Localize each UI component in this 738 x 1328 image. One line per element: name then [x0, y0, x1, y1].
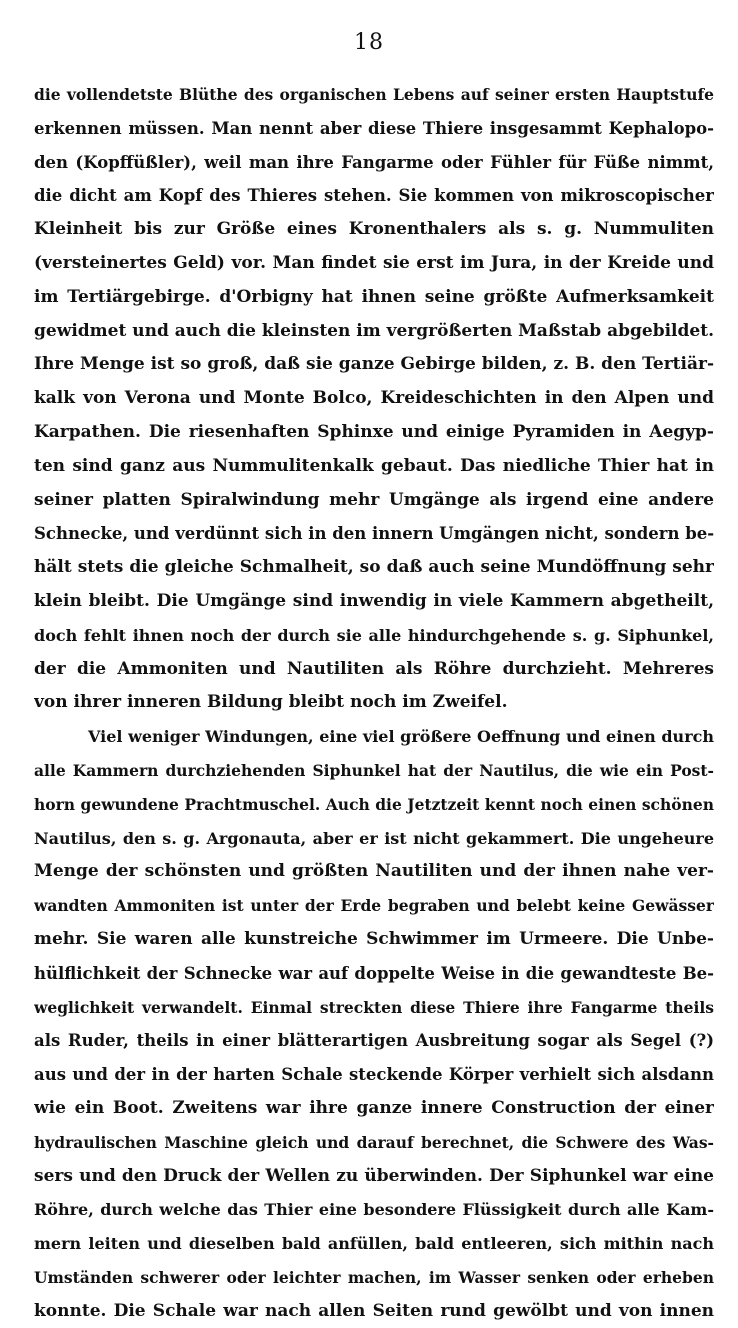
text-line: im Tertiärgebirge. d'Orbigny hat ihnen seine größte Aufmerksamkeit — [34, 286, 714, 307]
text-line: Menge der schönsten und größten Nautiliten und der ihnen nahe ver- — [34, 861, 714, 882]
text-line: klein bleibt. Die Umgänge sind inwendig in viele Kammern abgetheilt, — [34, 590, 714, 611]
text-line: hülflichkeit der Schnecke war auf doppelte Weise in die gewandteste Be- — [34, 963, 714, 983]
text-line: der die Ammoniten und Nautiliten als Röhre durchzieht. Mehreres — [34, 658, 714, 679]
text-line: Umständen schwerer oder leichter machen, im Wasser senken oder erheben — [34, 1267, 714, 1287]
text-line: Ihre Menge ist so groß, daß sie ganze Gebirge bilden, z. B. den Tertiär- — [34, 354, 714, 375]
text-line: konnte. Die Schale war nach allen Seiten rund gewölbt und von innen — [34, 1300, 714, 1321]
text-line: alle Kammern durchziehenden Siphunkel hat der Nautilus, die wie ein Post- — [34, 760, 714, 780]
text-line: die dicht am Kopf des Thieres stehen. Sie kommen von mikroscopischer — [34, 186, 714, 206]
text-line: doch fehlt ihnen noch der durch sie alle hindurchgehende s. g. Siphunkel, — [34, 625, 714, 645]
text-line: erkennen müssen. Man nennt aber diese Thiere insgesammt Kephalopo- — [34, 118, 714, 138]
text-line: weglichkeit verwandelt. Einmal streckten diese Thiere ihre Fangarme theils — [34, 997, 714, 1017]
body-text — [34, 78, 714, 1328]
text-line: Kleinheit bis zur Größe eines Kronenthalers als s. g. Nummuliten — [34, 219, 714, 240]
text-line: aus und der in der harten Schale steckende Körper verhielt sich alsdann — [34, 1065, 714, 1085]
text-line: wandten Ammoniten ist unter der Erde begraben und belebt keine Gewässer — [34, 896, 714, 916]
text-line: horn gewundene Prachtmuschel. Auch die Jetztzeit kennt noch einen schönen — [34, 794, 714, 814]
text-line: gewidmet und auch die kleinsten im vergrößerten Maßstab abgebildet. — [34, 320, 714, 341]
text-line: (versteinertes Geld) vor. Man findet sie erst im Jura, in der Kreide und — [34, 252, 714, 273]
text-line: kalk von Verona und Monte Bolco, Kreideschichten in den Alpen und — [34, 388, 714, 409]
text-line: sers und den Druck der Wellen zu überwinden. Der Siphunkel war eine — [34, 1165, 714, 1186]
text-line: mehr. Sie waren alle kunstreiche Schwimmer im Urmeere. Die Unbe- — [34, 928, 714, 949]
text-line: Viel weniger Windungen, eine viel größere Oeffnung und einen durch — [88, 727, 714, 747]
text-line: seiner platten Spiralwindung mehr Umgänge als irgend eine andere — [34, 489, 714, 510]
text-line: Röhre, durch welche das Thier eine besondere Flüssigkeit durch alle Kam- — [34, 1200, 714, 1220]
text-line: Schnecke, und verdünnt sich in den innern Umgängen nicht, sondern be- — [34, 524, 714, 544]
text-line: wie ein Boot. Zweitens war ihre ganze innere Construction der einer — [34, 1097, 714, 1118]
text-line: die vollendetste Blüthe des organischen Lebens auf seiner ersten Hauptstufe — [34, 85, 714, 104]
text-line: als Ruder, theils in einer blätterartigen Ausbreitung sogar als Segel (?) — [34, 1031, 714, 1051]
text-line: Nautilus, den s. g. Argonauta, aber er ist nicht gekammert. Die ungeheure — [34, 828, 714, 848]
text-line: Karpathen. Die riesenhaften Sphinxe und einige Pyramiden in Aegyp- — [34, 421, 714, 442]
paragraph-1 — [34, 78, 714, 720]
page-number: 18 — [354, 30, 384, 55]
paragraph-2 — [34, 720, 714, 1328]
text-line: hält stets die gleiche Schmalheit, so daß auch seine Mundöffnung sehr — [34, 557, 714, 578]
text-line: ten sind ganz aus Nummulitenkalk gebaut. Das niedliche Thier hat in — [34, 455, 714, 476]
text-line: mern leiten und dieselben bald anfüllen, bald entleeren, sich mithin nach — [34, 1234, 714, 1254]
text-line: von ihrer inneren Bildung bleibt noch im Zweifel. — [34, 692, 508, 713]
text-line: hydraulischen Maschine gleich und darauf berechnet, die Schwere des Was- — [34, 1132, 714, 1152]
text-line: den (Kopffüßler), weil man ihre Fangarme oder Fühler für Füße nimmt, — [34, 152, 714, 172]
